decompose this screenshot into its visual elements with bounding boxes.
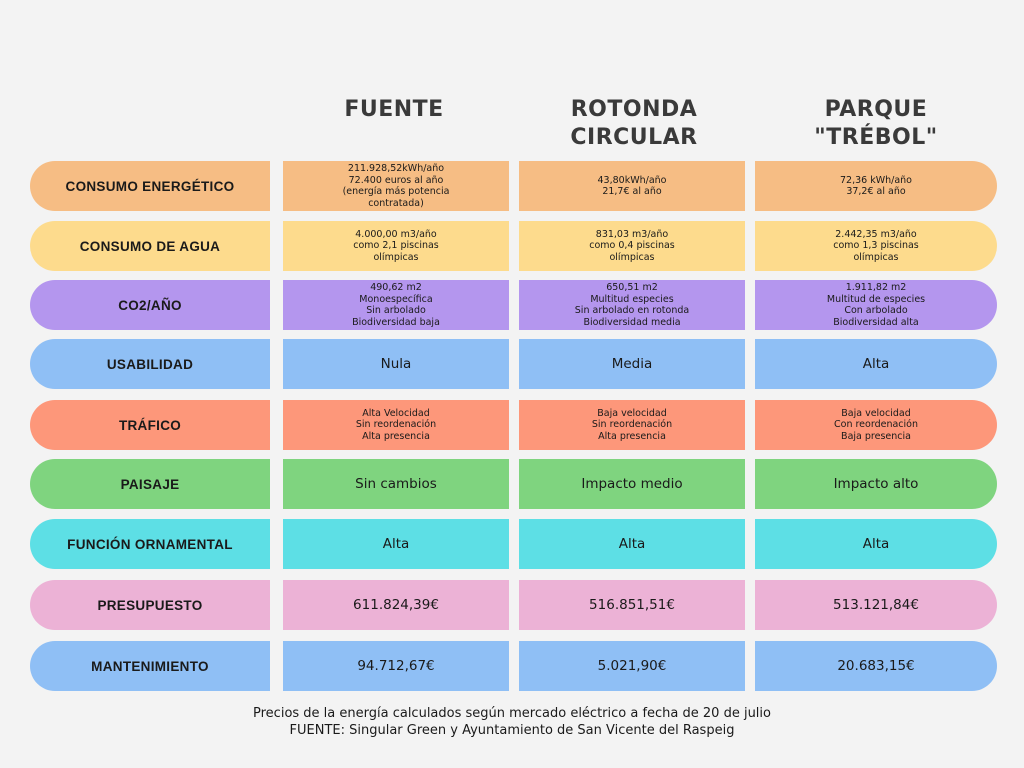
row-mantenimiento [0,641,1024,691]
row-label-usabilidad: USABILIDAD [30,339,270,389]
row-trafico [0,400,1024,450]
cell-value-line: 43,80kWh/año [597,174,667,186]
row-consumo-agua [0,221,1024,271]
cell-value-line: 37,2€ al año [846,186,906,197]
column-header-fuente [276,96,512,124]
cell-value-line: Alta presencia [362,430,430,442]
row-presupuesto [0,580,1024,630]
cell-value-line: Nula [380,356,412,372]
cell-paisaje-fuente [283,459,509,509]
cell-value-line: Impacto medio [581,476,683,492]
cell-mantenimiento-fuente [283,641,509,691]
cell-value-line: Sin arbolado en rotonda [574,305,690,316]
column-header-line: "TRÉBOL" [814,125,938,150]
cell-value-line: 72,36 kWh/año [840,174,912,186]
cell-value-line: (energía más potencia [342,186,450,197]
cell-co2-ano-fuente [283,280,509,330]
cell-paisaje-rotonda-circular [519,459,745,509]
cell-value-line: contratada) [368,197,424,209]
cell-value-line: Baja presencia [841,430,911,442]
cell-paisaje-parque-trebol [755,459,997,509]
cell-trafico-rotonda-circular [519,400,745,450]
cell-value-line: Multitud de especies [826,293,926,305]
footer-note [0,705,1024,739]
cell-value-line: Alta [618,536,646,552]
row-label-trafico: TRÁFICO [30,400,270,450]
footer-line-prices: Precios de la energía calculados según mercado eléctrico a fecha de 20 de julio [253,706,771,721]
cell-consumo-agua-rotonda-circular [519,221,745,271]
cell-funcion-ornamental-parque-trebol [755,519,997,569]
cell-value-line: olímpicas [373,251,419,263]
row-label-mantenimiento: MANTENIMIENTO [30,641,270,691]
column-header-line: CIRCULAR [570,125,698,150]
row-label-paisaje: PAISAJE [30,459,270,509]
column-header-parque-trebol [758,96,994,152]
cell-trafico-fuente [283,400,509,450]
cell-value-line: Alta Velocidad [362,407,430,419]
cell-value-line: Con arbolado [844,305,908,316]
cell-mantenimiento-rotonda-circular [519,641,745,691]
cell-value-line: Con reordenación [834,419,918,431]
column-header-line: FUENTE [344,97,444,122]
cell-usabilidad-rotonda-circular [519,339,745,389]
row-label-co2-ano: CO2/AÑO [30,280,270,330]
cell-consumo-energetico-parque-trebol [755,161,997,211]
cell-value-line: 72.400 euros al año [348,174,444,186]
row-usabilidad [0,339,1024,389]
cell-value-line: 1.911,82 m2 [845,282,907,293]
cell-value-line: olímpicas [853,251,899,263]
row-co2-ano [0,280,1024,330]
cell-value-line: como 2,1 piscinas [353,240,439,252]
cell-trafico-parque-trebol [755,400,997,450]
cell-value-line: Baja velocidad [841,407,911,419]
cell-value-line: Baja velocidad [597,407,667,419]
cell-value-line: 21,7€ al año [602,186,662,197]
cell-value-line: 20.683,15€ [837,658,915,674]
cell-value-line: Sin cambios [355,476,437,492]
cell-value-line: 94.712,67€ [357,658,435,674]
cell-value-line: Sin arbolado [366,305,426,316]
cell-value-line: 650,51 m2 [606,282,658,293]
cell-consumo-energetico-fuente [283,161,509,211]
cell-consumo-energetico-rotonda-circular [519,161,745,211]
cell-value-line: Alta presencia [598,430,666,442]
footer-line-source: FUENTE: Singular Green y Ayuntamiento de San Vicente del Raspeig [289,723,735,738]
row-funcion-ornamental [0,519,1024,569]
cell-presupuesto-rotonda-circular [519,580,745,630]
cell-co2-ano-parque-trebol [755,280,997,330]
row-label-presupuesto: PRESUPUESTO [30,580,270,630]
cell-value-line: Sin reordenación [355,419,437,431]
cell-value-line: 611.824,39€ [353,597,439,613]
cell-value-line: 490,62 m2 [370,282,422,293]
cell-value-line: como 1,3 piscinas [833,240,919,252]
column-header-line: ROTONDA [570,97,698,122]
cell-co2-ano-rotonda-circular [519,280,745,330]
row-paisaje [0,459,1024,509]
cell-mantenimiento-parque-trebol [755,641,997,691]
cell-usabilidad-parque-trebol [755,339,997,389]
cell-value-line: Alta [382,536,410,552]
cell-value-line: 5.021,90€ [597,658,667,674]
cell-usabilidad-fuente [283,339,509,389]
cell-presupuesto-parque-trebol [755,580,997,630]
cell-funcion-ornamental-rotonda-circular [519,519,745,569]
cell-value-line: Sin reordenación [591,419,673,431]
cell-value-line: olímpicas [609,251,655,263]
cell-value-line: 516.851,51€ [589,597,675,613]
cell-value-line: 4.000,00 m3/año [355,228,437,240]
cell-value-line: Multitud especies [590,293,674,305]
cell-value-line: 2.442,35 m3/año [835,228,917,240]
row-label-funcion-ornamental: FUNCIÓN ORNAMENTAL [30,519,270,569]
cell-value-line: 211.928,52kWh/año [347,163,445,174]
cell-value-line: Biodiversidad media [583,316,681,328]
column-header-rotonda-circular [516,96,752,152]
cell-value-line: Alta [862,356,890,372]
cell-presupuesto-fuente [283,580,509,630]
cell-value-line: Alta [862,536,890,552]
cell-value-line: Biodiversidad baja [352,316,440,328]
cell-consumo-agua-parque-trebol [755,221,997,271]
cell-value-line: 831,03 m3/año [595,228,669,240]
row-consumo-energetico [0,161,1024,211]
cell-value-line: Media [611,356,653,372]
row-label-consumo-energetico: CONSUMO ENERGÉTICO [30,161,270,211]
cell-value-line: Impacto alto [833,476,919,492]
cell-funcion-ornamental-fuente [283,519,509,569]
cell-value-line: Monoespecífica [359,293,433,305]
cell-value-line: 513.121,84€ [833,597,919,613]
cell-consumo-agua-fuente [283,221,509,271]
cell-value-line: como 0,4 piscinas [589,240,675,252]
cell-value-line: Biodiversidad alta [833,316,919,328]
row-label-consumo-agua: CONSUMO DE AGUA [30,221,270,271]
column-header-line: PARQUE [824,97,928,122]
